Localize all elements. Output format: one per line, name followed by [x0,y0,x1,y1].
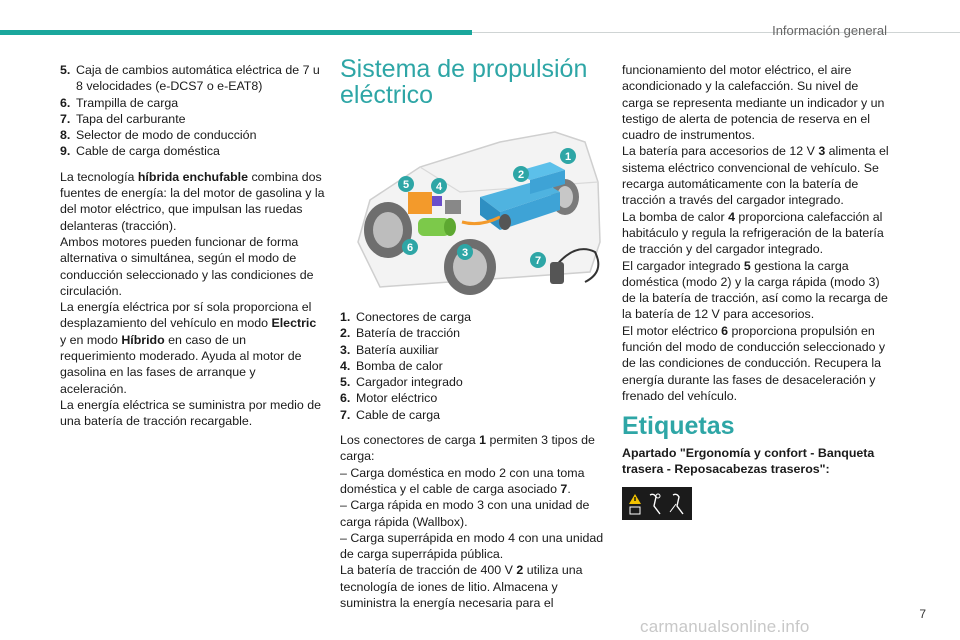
dash-item: – Carga rápida en modo 3 con una unidad de carga rápida (Wallbox). [340,498,590,529]
paragraph: La energía eléctrica se suministra por medio de una batería de tracción recargable. [60,397,322,429]
warning-triangle-icon [628,493,642,515]
column-2 [340,56,605,611]
section-heading: Etiquetas [622,412,735,441]
paragraph: funcionamiento del motor eléctrico, el aire acondicionado y la calefacción. Su nivel de carga se representa mediante un indicador y un testigo de alerta de potencia de reserva en el cuadro de instrumentos. [622,63,885,143]
paragraph: El motor eléctrico 6 proporciona propulsión en función del modo de conducción seleccionado y de las condiciones de conducción. Recupera la energía durante las fases de desaceleración y frenado del vehículo. [622,323,886,403]
list-item: 5. Cargador integrado [340,375,463,390]
list-item: 6. Motor eléctrico [340,391,438,406]
rear-seat-icon [668,492,686,516]
list-item: 7. Tapa del carburante [60,111,186,126]
watermark: carmanualsonline.info [640,617,810,636]
paragraph: Los conectores de carga 1 permiten 3 tipos de carga: [340,433,595,464]
column-1 [60,62,325,430]
column-3 [622,62,892,520]
badge-label: 6 [406,242,414,254]
paragraph: La tecnología híbrida enchufable combina dos fuentes de energía: la del motor de gasolina y la del motor eléctrico, que impulsan las ruedas delanteras (tracción). [60,169,325,233]
list-item: 9. Cable de carga doméstica [60,144,220,159]
heat-pump-block [432,196,442,206]
section-heading: Sistema de propulsión eléctrico [340,55,588,109]
list-item: 2. Batería de tracción [340,326,461,341]
list-item: 6. Trampilla de carga [60,95,179,110]
paragraph: La energía eléctrica por sí sola proporciona el desplazamiento del vehículo en modo Electric y en modo Híbrido en caso de un requerimiento moderado. Ayuda al motor de gasolina en las fases de arranque y aceleración. [60,300,317,396]
components-list [340,309,605,423]
badge-label: 4 [435,181,443,193]
list-item: 3. Batería auxiliar [340,342,439,357]
list-item: 4. Bomba de calor [340,358,443,373]
list-item: 7. Cable de carga [340,407,441,422]
badge-label: 7 [534,255,542,267]
onboard-charger [408,192,432,214]
badge-label: 2 [517,169,525,181]
section-title: Información general [772,23,887,38]
page-number: 7 [919,607,926,621]
auxiliary-battery [445,200,461,214]
paragraph: La batería para accesorios de 12 V 3 alimenta el sistema eléctrico convencional de vehículo. Se recarga automáticamente con la batería de tracción a través del cargador integrado. [622,144,889,208]
list-item: 8. Selector de modo de conducción [60,128,257,143]
paragraph: La batería de tracción de 400 V 2 utiliza una tecnología de iones de litio. Almacena y suministra la energía necesaria para el [340,563,583,611]
warning-label-icons [622,487,692,520]
headrest-seat-icon [646,492,664,516]
paragraph: La bomba de calor 4 proporciona calefacción al habitáculo y regula la refrigeración de la batería de tracción y del cargador integrado. [622,209,884,257]
dash-item: – Carga doméstica en modo 2 con una toma doméstica y el cable de carga asociado 7. [340,465,585,496]
charging-connector [499,214,511,230]
header-accent-bar [0,30,472,35]
dash-item: – Carga superrápida en modo 4 con una unidad de carga superrápida pública. [340,530,604,562]
paragraph: El cargador integrado 5 gestiona la carga doméstica (modo 2) y la carga rápida (modo 3) de la batería de tracción, así como la recarga de la batería de 12 V para accesorios. [622,258,888,322]
paragraph: Ambos motores pueden funcionar de forma alternativa o simultánea, según el modo de conducción seleccionado y las condiciones de circulación. [60,234,314,298]
electric-motor [418,218,456,236]
label-title: Apartado "Ergonomía y confort - Banqueta trasera - Reposacabezas traseros": [622,445,875,476]
badge-label: 3 [461,247,469,259]
badge-label: 1 [564,151,572,163]
propulsion-system-diagram [350,122,605,297]
components-list-continued [60,62,325,160]
list-item: 1. Conectores de carga [340,310,472,324]
list-item: 5. Caja de cambios automática eléctrica de 7 u 8 velocidades (e-DCS7 o e-EAT8) [60,63,320,94]
badge-label: 5 [402,179,410,191]
